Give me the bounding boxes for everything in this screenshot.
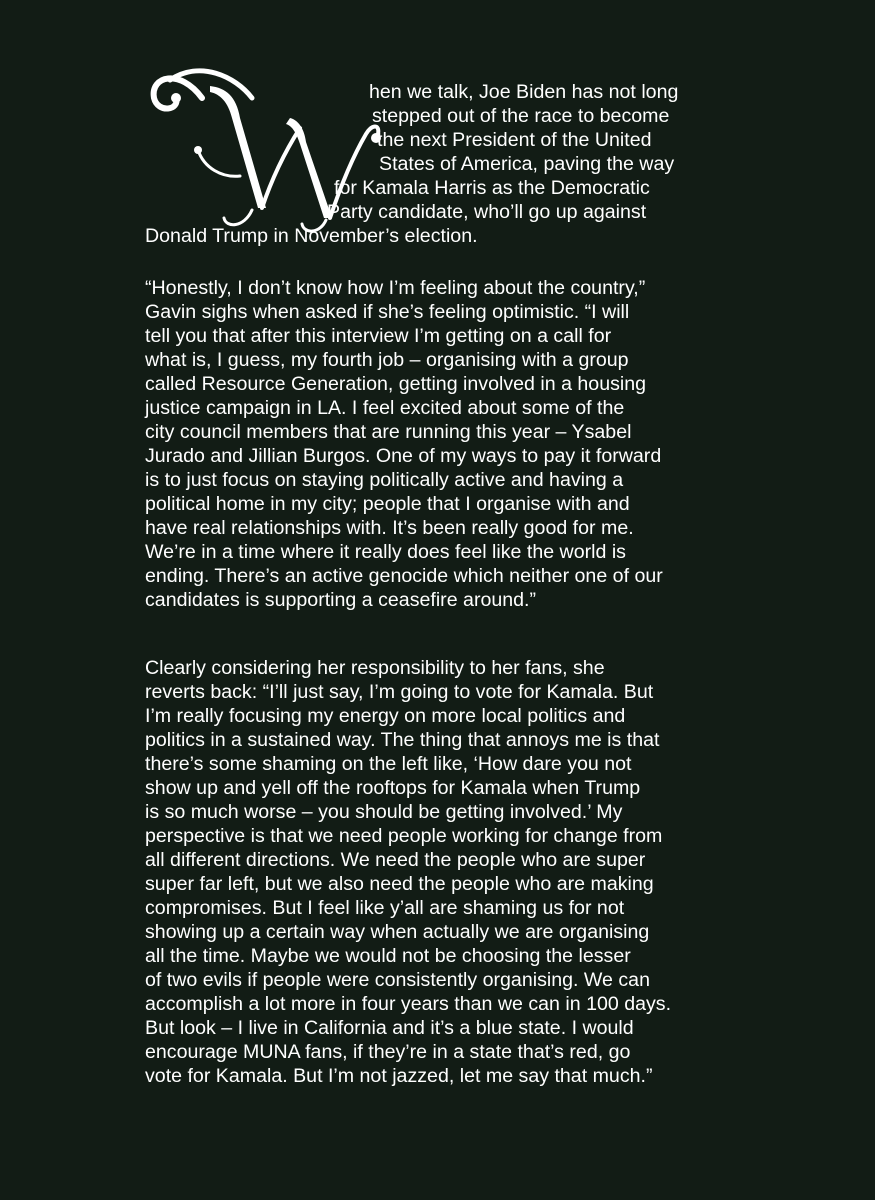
text-line: Party candidate, who’ll go up against <box>327 201 647 223</box>
text-line: “Honestly, I don’t know how I’m feeling about the country,” <box>145 277 646 299</box>
text-line: Donald Trump in November’s election. <box>145 225 478 247</box>
text-line: encourage MUNA fans, if they’re in a state that’s red, go <box>145 1041 631 1063</box>
text-line: show up and yell off the rooftops for Kamala when Trump <box>145 777 641 799</box>
text-line: there’s some shaming on the left like, ‘How dare you not <box>145 753 632 775</box>
text-line: ending. There’s an active genocide which neither one of our <box>145 565 663 587</box>
text-line: super far left, but we also need the people who are making <box>145 873 654 895</box>
text-line: the next President of the United <box>377 129 652 151</box>
text-line: justice campaign in LA. I feel excited about some of the <box>145 397 625 419</box>
text-line: is so much worse – you should be getting involved.’ My <box>145 801 623 823</box>
text-line: all the time. Maybe we would not be choosing the lesser <box>145 945 631 967</box>
text-line: perspective is that we need people working for change from <box>145 825 663 847</box>
text-line: I’m really focusing my energy on more local politics and <box>145 705 626 727</box>
text-line: all different directions. We need the people who are super <box>145 849 646 871</box>
text-line: candidates is supporting a ceasefire around.” <box>145 589 537 611</box>
text-line: political home in my city; people that I organise with and <box>145 493 630 515</box>
text-line: of two evils if people were consistently organising. We can <box>145 969 650 991</box>
text-line: called Resource Generation, getting involved in a housing <box>145 373 647 395</box>
text-line: is to just focus on staying politically active and having a <box>145 469 624 491</box>
text-line: Clearly considering her responsibility to her fans, she <box>145 657 605 679</box>
text-line: for Kamala Harris as the Democratic <box>334 177 650 199</box>
text-line: city council members that are running this year – Ysabel <box>145 421 632 443</box>
text-line: tell you that after this interview I’m getting on a call for <box>145 325 612 347</box>
text-line: accomplish a lot more in four years than we can in 100 days. <box>145 993 672 1015</box>
text-line: vote for Kamala. But I’m not jazzed, let me say that much.” <box>145 1065 653 1087</box>
text-line: hen we talk, Joe Biden has not long <box>369 81 679 103</box>
text-line: what is, I guess, my fourth job – organising with a group <box>145 349 629 371</box>
text-line: reverts back: “I’ll just say, I’m going to vote for Kamala. But <box>145 681 654 703</box>
text-line: We’re in a time where it really does feel like the world is <box>145 541 626 563</box>
text-line: Gavin sighs when asked if she’s feeling optimistic. “I will <box>145 301 630 323</box>
text-line: States of America, paving the way <box>379 153 675 175</box>
text-line: have real relationships with. It’s been really good for me. <box>145 517 634 539</box>
text-line: politics in a sustained way. The thing that annoys me is that <box>145 729 660 751</box>
text-line: compromises. But I feel like y’all are shaming us for not <box>145 897 625 919</box>
text-line: showing up a certain way when actually we are organising <box>145 921 650 943</box>
text-line: stepped out of the race to become <box>372 105 670 127</box>
text-line: Jurado and Jillian Burgos. One of my ways to pay it forward <box>145 445 662 467</box>
text-line: But look – I live in California and it’s a blue state. I would <box>145 1017 634 1039</box>
